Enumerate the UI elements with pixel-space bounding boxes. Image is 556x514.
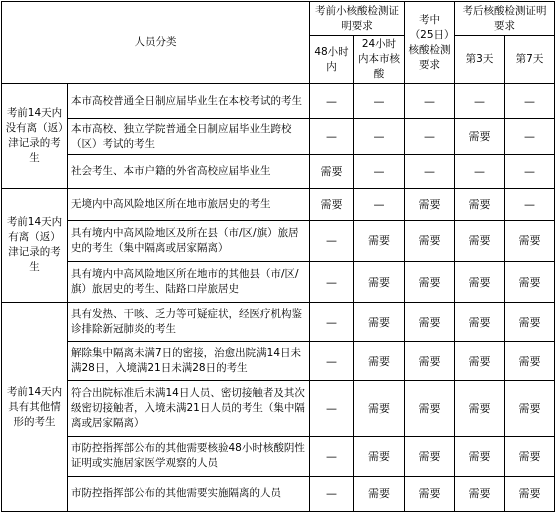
cell-pre24: 需要 <box>354 476 405 511</box>
cell-pre48: — <box>310 381 354 436</box>
cell-pre24: — <box>354 188 405 220</box>
row-description: 解除集中隔离未满7日的密接，治愈出院满14日未满28日，入境满21日未满28日的考生 <box>68 342 310 381</box>
row-description: 具有境内中高风险地区所在地市的其他县（市/区/旗）旅居史的考生、陆路口岸旅居史 <box>68 261 310 302</box>
cell-pre48: 需要 <box>310 154 354 188</box>
cell-day3: 需要 <box>455 261 505 302</box>
cell-pre24: 需要 <box>354 381 405 436</box>
cell-pre48: — <box>310 303 354 342</box>
table-row <box>2 303 555 342</box>
cell-mid: 需要 <box>405 436 455 476</box>
table-row <box>2 436 555 476</box>
row-description: 本市高校普通全日制应届毕业生在本校考试的考生 <box>68 84 310 119</box>
cell-day7: 需要 <box>505 436 555 476</box>
table-row <box>2 381 555 436</box>
cell-mid: — <box>405 84 455 119</box>
cell-day3: 需要 <box>455 303 505 342</box>
table-row <box>2 476 555 511</box>
row-description: 本市高校、独立学院普通全日制应届毕业生跨校（区）考试的考生 <box>68 119 310 154</box>
cell-mid: 需要 <box>405 303 455 342</box>
table-row <box>2 220 555 261</box>
table-row <box>2 119 555 154</box>
cell-mid: 需要 <box>405 261 455 302</box>
group-label: 考前14天内具有其他情形的考生 <box>2 303 68 512</box>
cell-mid: 需要 <box>405 220 455 261</box>
cell-day3: 需要 <box>455 220 505 261</box>
cell-pre24: 需要 <box>354 436 405 476</box>
cell-mid: 需要 <box>405 188 455 220</box>
cell-day7: 需要 <box>505 303 555 342</box>
cell-day3: 需要 <box>455 476 505 511</box>
cell-pre24: — <box>354 119 405 154</box>
cell-day7: 需要 <box>505 220 555 261</box>
cell-pre48: — <box>310 436 354 476</box>
header-post-col2: 第7天 <box>505 36 555 84</box>
row-description: 市防控指挥部公布的其他需要核验48小时核酸阴性证明或实施居家医学观察的人员 <box>68 436 310 476</box>
cell-mid: — <box>405 154 455 188</box>
cell-pre24: 需要 <box>354 303 405 342</box>
cell-day3: 需要 <box>455 119 505 154</box>
cell-day7: 需要 <box>505 381 555 436</box>
cell-day3: — <box>455 84 505 119</box>
table-row <box>2 342 555 381</box>
row-description: 具有发热、干咳、乏力等可疑症状，经医疗机构鉴诊排除新冠肺炎的考生 <box>68 303 310 342</box>
cell-day7: — <box>505 84 555 119</box>
table-row <box>2 154 555 188</box>
cell-pre24: 需要 <box>354 220 405 261</box>
cell-day3: 需要 <box>455 436 505 476</box>
cell-pre48: — <box>310 119 354 154</box>
cell-mid: 需要 <box>405 381 455 436</box>
cell-mid: 需要 <box>405 476 455 511</box>
cell-pre24: 需要 <box>354 261 405 302</box>
group-label: 考前14天内有离（返）津记录的考生 <box>2 188 68 302</box>
cell-day7: — <box>505 119 555 154</box>
header-category: 人员分类 <box>2 2 310 84</box>
cell-pre48: — <box>310 84 354 119</box>
cell-pre48: — <box>310 476 354 511</box>
cell-pre24: 需要 <box>354 342 405 381</box>
cell-pre48: 需要 <box>310 188 354 220</box>
row-description: 具有境内中高风险地区及所在县（市/区/旗）旅居史的考生（集中隔离或居家隔离） <box>68 220 310 261</box>
table-row <box>2 261 555 302</box>
row-description: 无境内中高风险地区所在地市旅居史的考生 <box>68 188 310 220</box>
cell-pre48: — <box>310 220 354 261</box>
cell-day7: 需要 <box>505 261 555 302</box>
cell-day3: 需要 <box>455 188 505 220</box>
cell-day7: — <box>505 188 555 220</box>
cell-pre48: — <box>310 342 354 381</box>
group-label: 考前14天内没有离（返）津记录的考生 <box>2 84 68 188</box>
cell-day3: — <box>455 154 505 188</box>
row-description: 符合出院标准后未满14日人员、密切接触者及其次级密切接触者，入境未满21日人员的考生（集中隔离或居家隔离） <box>68 381 310 436</box>
header-mid-test: 考中（25日）核酸检测要求 <box>405 2 455 84</box>
row-description: 社会考生、本市户籍的外省高校应届毕业生 <box>68 154 310 188</box>
header-post-group: 考后核酸检测证明要求 <box>455 2 555 36</box>
header-pre48-col2: 24小时内本市核酸 <box>354 36 405 84</box>
row-description: 市防控指挥部公布的其他需要实施隔离的人员 <box>68 476 310 511</box>
header-post-col1: 第3天 <box>455 36 505 84</box>
header-pre48-group: 考前小核酸检测证明要求 <box>310 2 405 36</box>
cell-mid: — <box>405 119 455 154</box>
requirements-table <box>1 1 555 512</box>
header-row-1 <box>2 2 555 36</box>
cell-pre24: — <box>354 84 405 119</box>
table-row <box>2 84 555 119</box>
cell-day7: — <box>505 154 555 188</box>
cell-pre48: — <box>310 261 354 302</box>
cell-mid: 需要 <box>405 342 455 381</box>
cell-day7: 需要 <box>505 476 555 511</box>
cell-day3: 需要 <box>455 381 505 436</box>
table-row <box>2 188 555 220</box>
cell-pre24: — <box>354 154 405 188</box>
cell-day3: 需要 <box>455 342 505 381</box>
header-pre48-col1: 48小时内 <box>310 36 354 84</box>
cell-day7: 需要 <box>505 342 555 381</box>
